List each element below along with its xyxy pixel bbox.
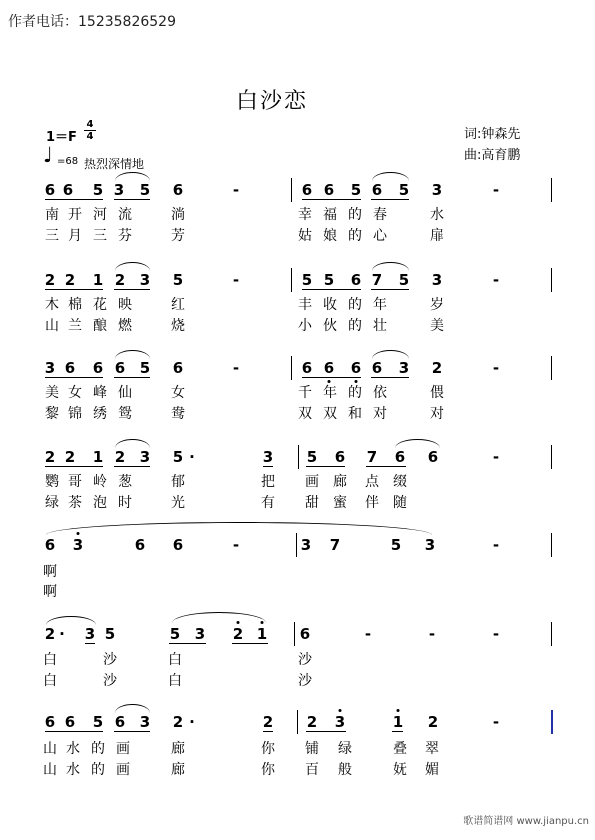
note: 6 xyxy=(350,271,362,289)
beam-underline xyxy=(371,377,409,378)
lyric-char: 河 xyxy=(93,207,107,223)
lyric-char: 画 xyxy=(305,474,319,490)
lyric-char: 美 xyxy=(430,318,444,334)
note: 6 xyxy=(301,181,313,199)
note: 3 xyxy=(84,625,96,643)
lyric-char: 流 xyxy=(118,207,132,223)
note: 6 xyxy=(44,536,56,554)
lyric-char: 哥 xyxy=(68,474,82,490)
lyric-char: 蜜 xyxy=(333,495,347,511)
music-row-3 xyxy=(0,360,595,430)
slur xyxy=(115,439,150,448)
lyric-char: 你 xyxy=(261,741,275,757)
note: 5 xyxy=(139,359,151,377)
barline xyxy=(551,533,552,557)
note: 2 xyxy=(431,359,443,377)
quarter-note-icon: ♩ xyxy=(43,143,53,167)
barline xyxy=(551,268,552,292)
lyric-char: 丰 xyxy=(298,297,312,313)
note: 5 xyxy=(301,271,313,289)
high-octave-dot xyxy=(77,532,80,535)
beam-underline xyxy=(392,731,403,732)
lyric-char: 白 xyxy=(168,652,182,668)
note: 6 xyxy=(427,448,439,466)
note: 3 xyxy=(431,271,443,289)
lyric-char: 兰 xyxy=(68,318,82,334)
lyric-char: 依 xyxy=(373,385,387,401)
lyric-char: 的 xyxy=(348,385,362,401)
lyric-char: 廊 xyxy=(333,474,347,490)
beam-underline xyxy=(114,289,150,290)
lyric-char: 水 xyxy=(66,762,80,778)
note: 7 xyxy=(329,536,341,554)
high-octave-dot xyxy=(397,709,400,712)
note: 3 xyxy=(139,448,151,466)
augmentation-dot: · xyxy=(59,625,65,643)
lyric-char: 沙 xyxy=(103,652,117,668)
site-watermark: 歌谱简谱网 www.jianpu.cn xyxy=(463,816,589,827)
note: 5 xyxy=(398,181,410,199)
beam-underline xyxy=(114,199,150,200)
lyric-char: 画 xyxy=(116,741,130,757)
lyric-char: 福 xyxy=(323,207,337,223)
lyric-char: 娘 xyxy=(323,228,337,244)
lyric-char: 鸯 xyxy=(171,406,185,422)
low-octave-dot xyxy=(328,380,331,383)
beam-underline xyxy=(45,466,103,467)
slur xyxy=(46,522,432,535)
lyric-char: 千 xyxy=(298,385,312,401)
slur xyxy=(115,262,150,271)
lyric-char: 沙 xyxy=(298,652,312,668)
note: 5 xyxy=(172,448,184,466)
lyric-char: 峰 xyxy=(93,385,107,401)
note: 1 xyxy=(392,713,404,731)
lyric-char: 芳 xyxy=(171,228,185,244)
lyric-char: 和 xyxy=(348,406,362,422)
lyric-char: 女 xyxy=(68,385,82,401)
note: 5 xyxy=(350,181,362,199)
note: 6 xyxy=(299,625,311,643)
lyric-char: 山 xyxy=(43,762,57,778)
barline xyxy=(298,445,299,469)
lyric-char: 红 xyxy=(171,297,185,313)
note: 3 xyxy=(113,181,125,199)
lyric-char: 白 xyxy=(43,652,57,668)
lyric-char: 酿 xyxy=(93,318,107,334)
note: 2 xyxy=(232,625,244,643)
lyric-char: 绿 xyxy=(338,741,352,757)
sustain-dash: - xyxy=(232,271,240,289)
note: 2 xyxy=(44,625,56,643)
lyric-char: 木 xyxy=(45,297,59,313)
note: 6 xyxy=(134,536,146,554)
sustain-dash: - xyxy=(492,536,500,554)
lyric-char: 的 xyxy=(348,318,362,334)
sustain-dash: - xyxy=(364,625,372,643)
lyric-char: 点 xyxy=(365,474,379,490)
lyric-char: 叠 xyxy=(393,741,407,757)
lyric-char: 翠 xyxy=(425,741,439,757)
lyric-char: 南 xyxy=(45,207,59,223)
lyric-char: 年 xyxy=(373,297,387,313)
lyric-char: 双 xyxy=(298,406,312,422)
lyric-char: 光 xyxy=(171,495,185,511)
beam-underline xyxy=(302,289,361,290)
barline xyxy=(291,356,292,380)
lyric-char: 花 xyxy=(93,297,107,313)
note: 6 xyxy=(301,359,313,377)
note: 1 xyxy=(256,625,268,643)
lyric-char: 三 xyxy=(93,228,107,244)
lyric-char: 沙 xyxy=(298,673,312,689)
time-signature xyxy=(84,119,96,142)
music-row-4 xyxy=(0,449,595,519)
low-octave-dot xyxy=(355,380,358,383)
note: 3 xyxy=(139,271,151,289)
note: 5 xyxy=(398,271,410,289)
music-row-6 xyxy=(0,626,595,696)
beam-underline xyxy=(263,466,273,467)
lyric-char: 水 xyxy=(430,207,444,223)
beam-underline xyxy=(45,289,103,290)
slur xyxy=(372,262,409,271)
lyric-char: 般 xyxy=(338,762,352,778)
lyric-char: 黎 xyxy=(45,406,59,422)
high-octave-dot xyxy=(261,621,264,624)
lyric-char: 绿 xyxy=(45,495,59,511)
note: 6 xyxy=(172,181,184,199)
note: 2 xyxy=(306,713,318,731)
lyric-char: 映 xyxy=(118,297,132,313)
high-octave-dot xyxy=(237,621,240,624)
music-row-1 xyxy=(0,182,595,252)
lyric-char: 三 xyxy=(45,228,59,244)
lyric-char: 伴 xyxy=(365,495,379,511)
lyric-char: 年 xyxy=(323,385,337,401)
lyric-char: 对 xyxy=(430,406,444,422)
lyricist-credit: 词:钟森先 xyxy=(464,127,521,142)
note: 3 xyxy=(44,359,56,377)
note: 6 xyxy=(323,359,335,377)
sustain-dash: - xyxy=(232,536,240,554)
lyric-char: 山 xyxy=(43,741,57,757)
note: 2 xyxy=(172,713,184,731)
note: 6 xyxy=(172,359,184,377)
lyric-char: 廊 xyxy=(171,741,185,757)
lyric-char: 百 xyxy=(305,762,319,778)
lyric-char: 姑 xyxy=(298,228,312,244)
lyric-char: 泡 xyxy=(93,495,107,511)
note: 5 xyxy=(390,536,402,554)
beam-underline xyxy=(45,731,103,732)
note: 3 xyxy=(262,448,274,466)
lyric-char: 双 xyxy=(323,406,337,422)
music-row-5 xyxy=(0,537,595,607)
beam-underline xyxy=(371,199,409,200)
time-upper: 4 xyxy=(84,119,96,131)
lyric-char: 伙 xyxy=(323,318,337,334)
sustain-dash: - xyxy=(492,625,500,643)
sustain-dash: - xyxy=(492,271,500,289)
lyric-char: 燃 xyxy=(118,318,132,334)
lyric-char: 鸳 xyxy=(118,406,132,422)
note: 6 xyxy=(394,448,406,466)
lyric-char: 沙 xyxy=(103,673,117,689)
lyric-char: 啊 xyxy=(43,584,57,600)
sustain-dash: - xyxy=(492,448,500,466)
augmentation-dot: · xyxy=(189,448,195,466)
barline xyxy=(291,178,292,202)
note: 3 xyxy=(72,536,84,554)
note: 1 xyxy=(92,271,104,289)
note: 6 xyxy=(371,359,383,377)
note: 6 xyxy=(114,713,126,731)
note: 2 xyxy=(262,713,274,731)
note: 5 xyxy=(104,625,116,643)
beam-underline xyxy=(306,731,346,732)
note: 3 xyxy=(194,625,206,643)
beam-underline xyxy=(114,731,150,732)
note: 6 xyxy=(92,359,104,377)
beam-underline xyxy=(114,466,150,467)
lyric-char: 月 xyxy=(68,228,82,244)
beam-underline xyxy=(366,466,406,467)
barline xyxy=(551,178,552,202)
tempo-expression: 热烈深情地 xyxy=(84,157,145,171)
lyric-char: 的 xyxy=(91,762,105,778)
lyric-char: 春 xyxy=(373,207,387,223)
slur xyxy=(395,439,440,448)
beam-underline xyxy=(232,643,268,644)
lyric-char: 葱 xyxy=(118,474,132,490)
note: 5 xyxy=(92,713,104,731)
lyric-char: 啊 xyxy=(43,564,57,580)
note: 2 xyxy=(64,271,76,289)
barline xyxy=(294,622,295,646)
key-signature: 1＝F xyxy=(46,130,77,145)
lyric-char: 的 xyxy=(348,207,362,223)
note: 3 xyxy=(431,181,443,199)
lyric-char: 幸 xyxy=(298,207,312,223)
note: 5 xyxy=(172,271,184,289)
lyric-char: 棉 xyxy=(68,297,82,313)
music-row-7 xyxy=(0,714,595,784)
lyric-char: 铺 xyxy=(305,741,319,757)
note: 6 xyxy=(64,359,76,377)
sustain-dash: - xyxy=(232,181,240,199)
lyric-char: 妩 xyxy=(393,762,407,778)
lyric-char: 媚 xyxy=(425,762,439,778)
note: 3 xyxy=(398,359,410,377)
note: 5 xyxy=(169,625,181,643)
lyric-char: 时 xyxy=(118,495,132,511)
music-row-2 xyxy=(0,272,595,342)
lyric-char: 水 xyxy=(66,741,80,757)
note: 1 xyxy=(92,448,104,466)
lyric-char: 有 xyxy=(261,495,275,511)
barline xyxy=(296,533,297,557)
note: 3 xyxy=(139,713,151,731)
beam-underline xyxy=(371,289,409,290)
barline xyxy=(551,445,552,469)
lyric-char: 小 xyxy=(298,318,312,334)
lyric-char: 你 xyxy=(261,762,275,778)
beam-underline xyxy=(169,643,206,644)
beam-underline xyxy=(306,466,345,467)
lyric-char: 缀 xyxy=(393,474,407,490)
lyric-char: 的 xyxy=(348,228,362,244)
beam-underline xyxy=(302,377,361,378)
lyric-char: 女 xyxy=(171,385,185,401)
slur xyxy=(115,350,150,359)
lyric-char: 芬 xyxy=(118,228,132,244)
beam-underline xyxy=(45,199,103,200)
note: 6 xyxy=(350,359,362,377)
beam-underline xyxy=(45,377,103,378)
lyric-char: 的 xyxy=(91,741,105,757)
lyric-char: 白 xyxy=(168,673,182,689)
lyric-char: 鹦 xyxy=(45,474,59,490)
lyric-char: 壮 xyxy=(373,318,387,334)
note: 3 xyxy=(424,536,436,554)
lyric-char: 心 xyxy=(373,228,387,244)
author-contact: 作者电话：15235826529 xyxy=(8,14,176,30)
note: 7 xyxy=(366,448,378,466)
lyric-char: 扉 xyxy=(430,228,444,244)
note: 6 xyxy=(44,181,56,199)
note: 6 xyxy=(62,181,74,199)
sustain-dash: - xyxy=(492,181,500,199)
note: 5 xyxy=(92,181,104,199)
slur xyxy=(372,350,409,359)
lyric-char: 绣 xyxy=(93,406,107,422)
note: 3 xyxy=(300,536,312,554)
barline xyxy=(291,268,292,292)
lyric-char: 山 xyxy=(45,318,59,334)
note: 3 xyxy=(334,713,346,731)
note: 5 xyxy=(323,271,335,289)
barline xyxy=(551,622,552,646)
lyric-char: 郁 xyxy=(171,474,185,490)
lyric-char: 的 xyxy=(348,297,362,313)
slur xyxy=(172,612,266,623)
sustain-dash: - xyxy=(492,713,500,731)
lyric-char: 岭 xyxy=(93,474,107,490)
note: 2 xyxy=(64,448,76,466)
sustain-dash: - xyxy=(428,625,436,643)
lyric-char: 开 xyxy=(68,207,82,223)
note: 5 xyxy=(306,448,318,466)
time-lower: 4 xyxy=(86,131,94,142)
note: 5 xyxy=(139,181,151,199)
slur xyxy=(115,172,150,181)
lyric-char: 白 xyxy=(43,673,57,689)
beam-underline xyxy=(302,199,361,200)
note: 6 xyxy=(371,181,383,199)
beam-underline xyxy=(114,377,150,378)
note: 2 xyxy=(114,448,126,466)
lyric-char: 淌 xyxy=(171,207,185,223)
barline xyxy=(297,710,298,734)
note: 2 xyxy=(44,271,56,289)
lyric-char: 廊 xyxy=(171,762,185,778)
lyric-char: 锦 xyxy=(68,406,82,422)
lyric-char: 对 xyxy=(373,406,387,422)
lyric-char: 美 xyxy=(45,385,59,401)
lyric-char: 甜 xyxy=(305,495,319,511)
tempo-bpm: =68 xyxy=(57,156,79,167)
composer-credit: 曲:高育鹏 xyxy=(464,148,521,163)
lyric-char: 仙 xyxy=(118,385,132,401)
sustain-dash: - xyxy=(232,359,240,377)
note: 6 xyxy=(114,359,126,377)
note: 6 xyxy=(172,536,184,554)
high-octave-dot xyxy=(339,709,342,712)
note: 2 xyxy=(44,448,56,466)
beam-underline xyxy=(263,731,273,732)
barline xyxy=(551,356,552,380)
note: 7 xyxy=(371,271,383,289)
slur xyxy=(115,704,150,713)
song-title: 白沙恋 xyxy=(235,89,309,114)
augmentation-dot: · xyxy=(189,713,195,731)
beam-underline xyxy=(85,643,95,644)
note: 6 xyxy=(334,448,346,466)
note: 6 xyxy=(64,713,76,731)
final-barline xyxy=(551,710,553,734)
lyric-char: 烧 xyxy=(171,318,185,334)
note: 2 xyxy=(427,713,439,731)
sustain-dash: - xyxy=(492,359,500,377)
lyric-char: 收 xyxy=(323,297,337,313)
slur xyxy=(372,172,409,181)
lyric-char: 茶 xyxy=(68,495,82,511)
slur xyxy=(46,616,96,625)
note: 6 xyxy=(323,181,335,199)
note: 6 xyxy=(44,713,56,731)
lyric-char: 随 xyxy=(393,495,407,511)
lyric-char: 把 xyxy=(261,474,275,490)
lyric-char: 画 xyxy=(116,762,130,778)
lyric-char: 偎 xyxy=(430,385,444,401)
lyric-char: 岁 xyxy=(430,297,444,313)
note: 2 xyxy=(114,271,126,289)
